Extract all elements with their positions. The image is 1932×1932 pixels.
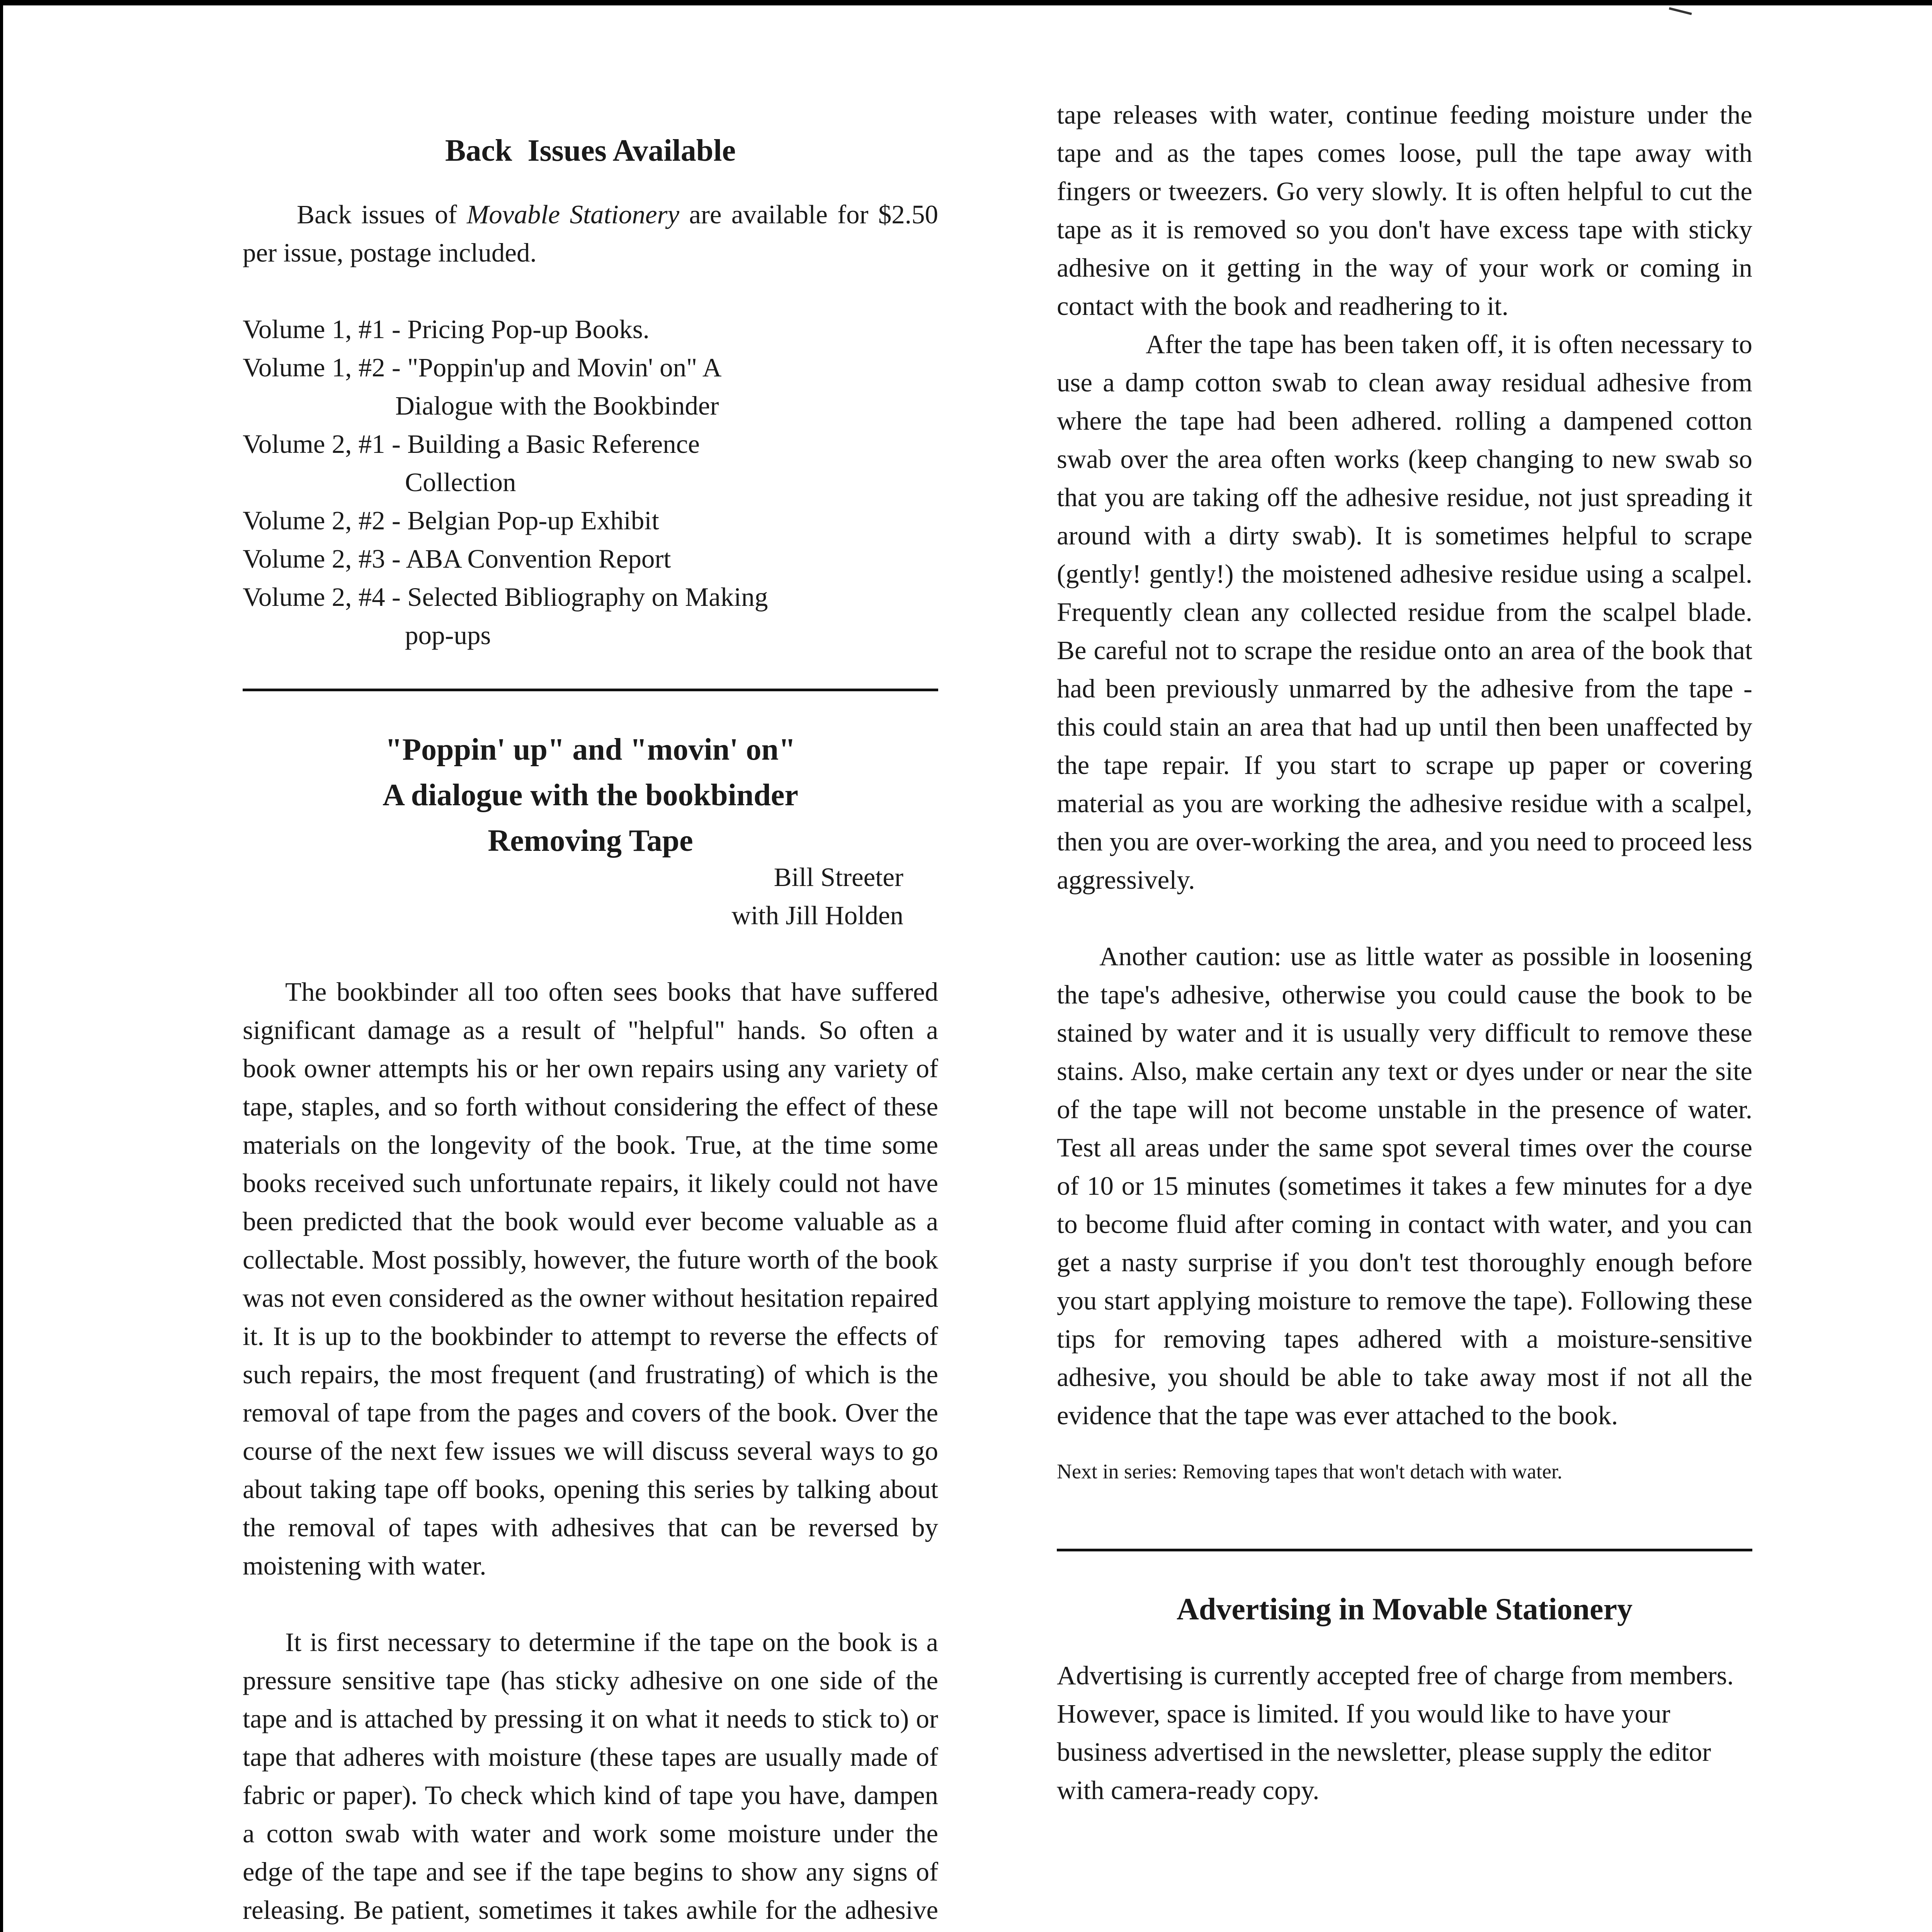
right-column	[1057, 96, 1752, 1810]
volume-line-continued: Collection	[405, 468, 516, 497]
article-paragraph-2-continued: tape releases with water, continue feeding moisture under the tape and as the tapes comes loose, pull the tape away with fingers or tweezers. Go very slowly. It is often helpful to cut the tape as it is removed so you don't have excess tape with sticky adhesive on it getting in the way of your work or coming in contact with the book and readhering to it.	[1057, 100, 1752, 321]
volume-item	[243, 502, 938, 540]
back-issues-title: Back Issues Available	[445, 134, 736, 168]
volume-item	[243, 310, 938, 349]
back-issues-intro	[243, 196, 938, 272]
volume-item	[243, 540, 938, 578]
advertising-title: Advertising in Movable Stationery	[1177, 1592, 1633, 1626]
advertising-body: Advertising is currently accepted free of charge from members. However, space is limited. If you would like to have your business advertised in the newsletter, please supply the editor with camera-ready copy.	[1057, 1661, 1734, 1805]
article-paragraph-1: The bookbinder all too often sees books that have suffered significant damage as a result of "helpful" hands. So often a book owner attempts his or her own repairs using any variety of tape, staples, and so forth without considering the effect of these materials on the longevity of the book. True, at the time some books received such unfortunate repairs, it likely could not have been predicted that the book would ever become valuable as a collectable. Most possibly, however, the future worth of the book was not even considered as the owner without hesitation repaired it. It is up to the bookbinder to attempt to reverse the effects of such repairs, the most frequent (and frustrating) of which is the removal of tape from the pages and covers of the book. Over the course of the next few issues we will discuss several ways to go about taking tape off books, opening this series by talking about the removal of tapes with adhesives that can be reversed by moistening with water.	[243, 977, 938, 1580]
volume-list	[243, 310, 938, 655]
volume-line: Volume 2, #1 - Building a Basic Reference	[243, 429, 700, 459]
volume-item	[243, 349, 938, 425]
scan-edge-top	[0, 0, 1932, 5]
volume-item	[243, 425, 938, 502]
volume-line: Volume 2, #4 - Selected Bibliography on Making	[243, 582, 768, 612]
section-divider	[243, 689, 938, 691]
article-section	[243, 727, 938, 1932]
spacer	[243, 935, 938, 973]
volume-line: Volume 1, #2 - "Poppin'up and Movin' on" A	[243, 353, 722, 382]
article-subtitle: Removing Tape	[488, 824, 693, 858]
intro-after: are available for $2.50 per issue, postage included.	[243, 200, 939, 267]
next-in-series-note: Next in series: Removing tapes that won't detach with water.	[1057, 1460, 1563, 1483]
article-author: Bill Streeter	[774, 862, 903, 892]
volume-item	[243, 578, 938, 655]
spacer	[243, 272, 938, 310]
article-coauthor: with Jill Holden	[731, 901, 903, 930]
article-title-line2: A dialogue with the bookbinder	[383, 778, 798, 812]
article-paragraph-2: It is first necessary to determine if the tape on the book is a pressure sensitive tape (has sticky adhesive on one side of the tape and is attached by pressing it on what it needs to stick to) or tape that adheres with moisture (these tapes are usually made of fabric or paper). To check which kind of tape you have, dampen a cotton swab with water and work some moisture under the edge of the tape and see if the tape begins to show any signs of releasing. Be patient, sometimes it takes awhile for the adhesive	[243, 1628, 938, 1925]
intro-before: Back issues of	[297, 200, 467, 229]
volume-line: Volume 1, #1 - Pricing Pop-up Books.	[243, 315, 650, 344]
scan-edge-left	[0, 0, 3, 1932]
spacer	[243, 1585, 938, 1623]
volume-line-continued: pop-ups	[405, 621, 491, 650]
advertising-section	[1057, 1590, 1752, 1810]
back-issues-section	[243, 131, 938, 655]
section-divider	[1057, 1549, 1752, 1551]
volume-line: Volume 2, #2 - Belgian Pop-up Exhibit	[243, 506, 659, 535]
left-column	[243, 131, 938, 1932]
volume-line-continued: Dialogue with the Bookbinder	[395, 391, 719, 420]
article-title-line1: "Poppin' up" and "movin' on"	[385, 733, 796, 767]
publication-name: Movable Stationery	[466, 200, 680, 229]
spacer	[1057, 899, 1752, 937]
article-paragraph-4: Another caution: use as little water as possible in loosening the tape's adhesive, otherwise you could cause the book to be stained by water and it is usually very difficult to remove these stains. Also, make certain any text or dyes under or near the site of the tape will not become unstable in the presence of water. Test all areas under the same spot several times over the course of 10 or 15 minutes (sometimes it takes a few minutes for a dye to become fluid after coming in contact with water, and you can get a nasty surprise if you don't test thoroughly enough before you start applying moisture to remove the tape). Following these tips for removing tapes adhered with a moisture-sensitive adhesive, you should be able to take away most if not all the evidence that the tape was ever attached to the book.	[1057, 942, 1752, 1430]
volume-line: Volume 2, #3 - ABA Convention Report	[243, 544, 671, 573]
article-paragraph-3: After the tape has been taken off, it is often necessary to use a damp cotton swab to clean away residual adhesive from where the tape had been adhered. rolling a dampened cotton swab over the area often works (keep changing to new swab so that you are taking off the adhesive residue, not just spreading it around with a dirty swab). It is sometimes helpful to scrape (gently! gently!) the moistened adhesive residue using a scalpel. Frequently clean any collected residue from the scalpel blade. Be careful not to scrape the residue onto an area of the book that had been previously unmarred by the adhesive from the tape - this could stain an area that had up until then been unaffected by the tape repair. If you start to scrape up paper or covering material as you are working the adhesive residue with a scalpel, then you are over-working the area, and you need to proceed less aggressively.	[1057, 330, 1752, 895]
